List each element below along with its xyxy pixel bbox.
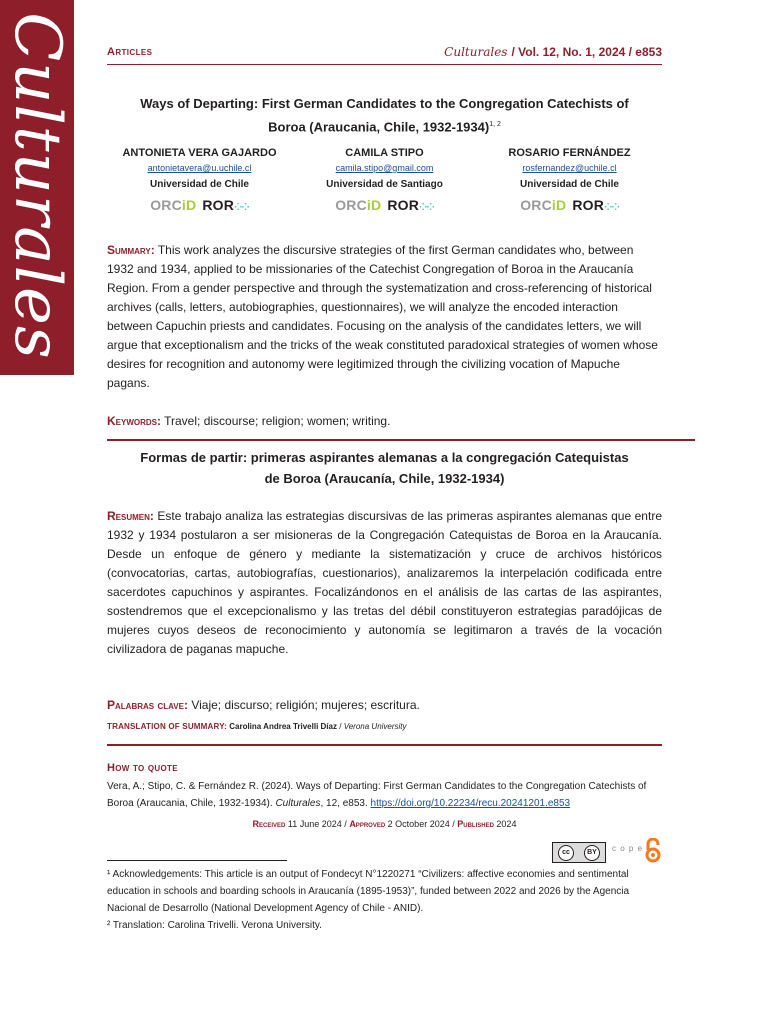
journal-logo: Culturales xyxy=(444,45,508,59)
author-name: CAMILA STIPO xyxy=(345,147,424,159)
author-institution: Universidad de Chile xyxy=(150,179,249,190)
author-card xyxy=(292,146,477,213)
keywords-paragraph xyxy=(107,412,662,431)
cc-by-license-badge[interactable] xyxy=(552,842,606,863)
orcid-logo[interactable]: ORCiD xyxy=(150,197,197,213)
section-divider xyxy=(107,439,695,441)
author-card xyxy=(107,146,292,213)
author-identifiers xyxy=(107,197,292,213)
journal-vertical-name: Culturales xyxy=(0,12,74,360)
how-to-quote-text: Vera, A.; Stipo, C. & Fernández R. (2024). Ways of Departing: First German Candidates to the Congregation Catechists of Boroa (Araucania, Chile, 1932-1934). Culturales, 12, e853. https://doi.org/10.22234/recu.20241201.e853 xyxy=(107,781,647,809)
summary-paragraph xyxy=(107,241,662,393)
open-access-icon[interactable] xyxy=(645,838,661,864)
title-en-line2: Boroa (Araucania, Chile, 1932-1934)$^{1, 2}$ xyxy=(268,119,501,135)
cope-logo[interactable]: c o p e xyxy=(612,844,644,853)
title-en-line1: Ways of Departing: First German Candidates to the Congregation Catechists of xyxy=(140,96,629,111)
resumen-paragraph xyxy=(107,507,662,659)
summary-text: This work analyzes the discursive strategies of the first German candidates who, between 1932 and 1934, applied to be missionaries of the Catechist Congregation of Boroa in the Araucanía Region. From a gender perspective and through the systematization and cross-referencing of historical archives (calls, letters, autobiographies, questionnaires), we will analyze the encoded interaction between Capuchin priests and candidates. Focusing on the analysis of the candidates letters, we will argue that exceptionalism and the tricks of the weak constituted paradoxical strategies of women whose desires for recognition and autonomy were legitimized through the civilizing vocation of Mapuche pagans. xyxy=(107,243,658,390)
journal-brand-band xyxy=(0,0,74,375)
summary-label: Summary: xyxy=(107,243,155,257)
author-institution: Universidad de Chile xyxy=(520,179,619,190)
footnote-rule xyxy=(107,860,287,861)
ror-logo[interactable]: ROR⁘⁘ xyxy=(387,197,434,213)
footnote-1: ¹ Acknowledgements: This article is an output of Fondecyt N°1220271 “Civilizers: affective economies and sentimental education in schools and boarding schools in Araucanía (1895-1953)”, funded between 2022 and 2026 by the Agencia Nacional de Desarrollo (National Development Agency of Chile - ANID). xyxy=(107,869,630,914)
section-label: Articles xyxy=(107,46,153,58)
footnote-2: ² Translation: Carolina Trivelli. Verona University. xyxy=(107,920,322,931)
keywords-label: Keywords: xyxy=(107,414,161,428)
author-identifiers xyxy=(292,197,477,213)
author-email-link[interactable]: camila.stipo@gmail.com xyxy=(335,163,434,173)
translation-credit: TRANSLATION OF SUMMARY: Carolina Andrea Trivelli Díaz / Verona University xyxy=(107,722,407,731)
translator-name: Carolina Andrea Trivelli Díaz xyxy=(229,722,337,731)
author-block xyxy=(107,146,662,226)
palabras-clave-label: Palabras clave: xyxy=(107,698,188,712)
journal-citation xyxy=(444,45,662,59)
author-email-link[interactable]: rosfernandez@uchile.cl xyxy=(522,163,617,173)
publication-dates: Received 11 June 2024 / Approved 2 October 2024 / Published 2024 xyxy=(252,819,517,829)
author-card xyxy=(477,146,662,213)
palabras-clave-text: Viaje; discurso; religión; mujeres; escritura. xyxy=(191,698,420,712)
doi-link[interactable]: https://doi.org/10.22234/recu.20241201.e853 xyxy=(370,798,571,809)
palabras-clave-paragraph xyxy=(107,696,662,715)
author-name: ANTONIETA VERA GAJARDO xyxy=(122,147,277,159)
title-footnote-markers: 1, 2 xyxy=(489,121,501,128)
translation-label: TRANSLATION OF SUMMARY: xyxy=(107,722,227,731)
volume-info: / Vol. 12, No. 1, 2024 / e853 xyxy=(511,45,662,59)
title-es-line2: de Boroa (Araucanía, Chile, 1932-1934) xyxy=(264,471,505,486)
orcid-logo[interactable]: ORCiD xyxy=(335,197,382,213)
resumen-label: Resumen: xyxy=(107,509,154,523)
header-rule xyxy=(107,64,662,65)
article-title-es xyxy=(107,447,662,489)
author-email-link[interactable]: antonietavera@u.uchile.cl xyxy=(147,163,252,173)
section-divider xyxy=(107,744,662,746)
title-es-line1: Formas de partir: primeras aspirantes alemanas a la congregación Catequistas xyxy=(140,450,629,465)
by-icon: BY xyxy=(584,845,600,861)
orcid-logo[interactable]: ORCiD xyxy=(520,197,567,213)
author-identifiers xyxy=(477,197,662,213)
ror-logo[interactable]: ROR⁘⁘ xyxy=(572,197,619,213)
ror-logo[interactable]: ROR⁘⁘ xyxy=(202,197,249,213)
author-institution: Universidad de Santiago xyxy=(326,179,443,190)
translator-university: Verona University xyxy=(343,722,407,731)
article-title-en xyxy=(107,93,662,137)
resumen-text: Este trabajo analiza las estrategias discursivas de las primeras aspirantes alemanas que entre 1932 y 1934 postularon a ser misioneras de la Congregación Catequistas de Boroa en la Araucanía. Desde un enfoque de género y mediante la sistematización y cruce de archivos históricos (convocatorias, cartas, autobiografías, cuestionarios), analizaremos la interpelación codificada entre sacerdotes capuchinos y aspirantes. Focalizándonos en el análisis de las cartas de las aspirantes, sostendremos que el excepcionalismo y las tretas del débil constituyeron estrategias paradójicas de mujeres cuyos deseos de reconocimiento y autonomía se legitimaron a través de la vocación civilizadora de paganas mapuche. xyxy=(107,509,662,656)
keywords-text: Travel; discourse; religion; women; writing. xyxy=(164,414,391,428)
how-to-quote-heading: How to quote xyxy=(107,762,178,774)
author-name: ROSARIO FERNÁNDEZ xyxy=(508,147,631,159)
cc-icon: cc xyxy=(558,845,574,861)
